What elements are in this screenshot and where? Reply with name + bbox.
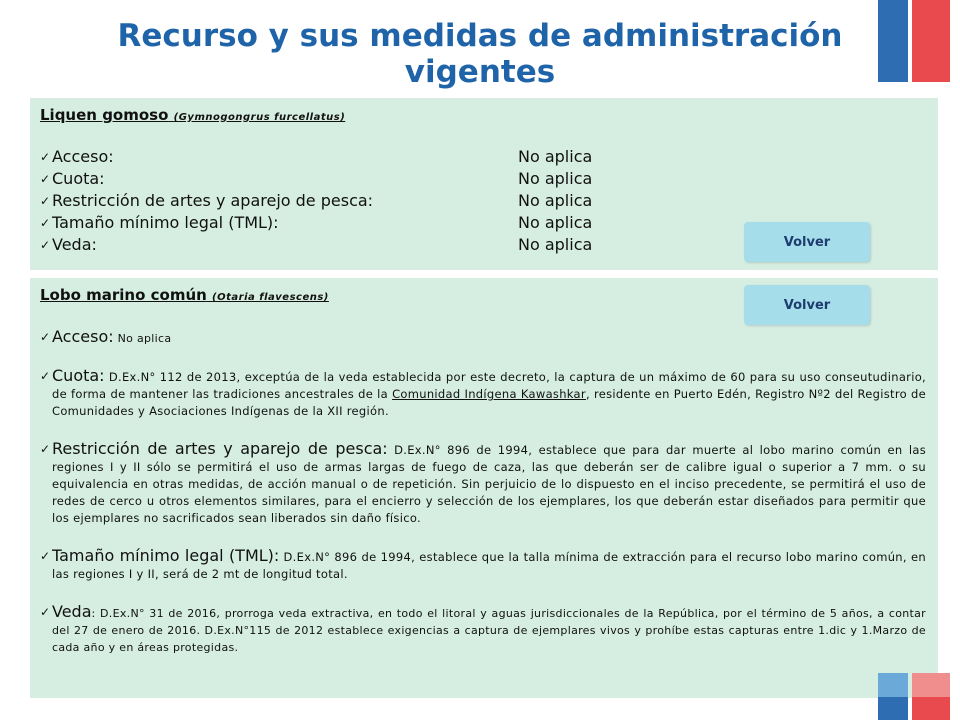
flag-decoration-top <box>878 0 950 82</box>
measures-list <box>40 328 926 656</box>
back-button[interactable]: Volver <box>744 285 870 325</box>
list-item: ✓ Tamaño mínimo legal (TML): No aplica <box>40 213 593 232</box>
page-title: Recurso y sus medidas de administración vigentes <box>117 18 843 90</box>
checkmark-icon: ✓ <box>40 369 51 383</box>
species-panel-lobo-marino <box>30 278 938 698</box>
checkmark-icon: ✓ <box>40 549 51 563</box>
list-item-acceso: ✓ Acceso: No aplica <box>40 327 172 346</box>
common-name: Liquen gomoso <box>40 106 169 124</box>
common-name: Lobo marino común <box>40 286 207 304</box>
list-item: ✓ Cuota: No aplica <box>40 169 593 188</box>
checkmark-icon: ✓ <box>40 238 51 252</box>
scientific-name: (Otaria flavescens) <box>212 292 329 303</box>
checkmark-icon: ✓ <box>40 150 51 164</box>
list-item: ✓ Restricción de artes y aparejo de pesca: No aplica <box>40 191 593 210</box>
checkmark-icon: ✓ <box>40 605 51 619</box>
checkmark-icon: ✓ <box>40 330 51 344</box>
checkmark-icon: ✓ <box>40 442 51 456</box>
flag-decoration-bottom <box>878 673 950 720</box>
checkmark-icon: ✓ <box>40 216 51 230</box>
back-button[interactable]: Volver <box>744 222 870 262</box>
list-item-cuota: ✓ Cuota: D.Ex.N° 112 de 2013, exceptúa de la veda establecida por este decreto, la captura de un máximo de 60 para su uso conseutudinario, de forma de mantener las tradiciones ancestrales de la Comunidad Indígena Kawashkar, residente en Puerto Edén, Registro Nº2 del Registro de Comunidades y Asociaciones Indígenas de la XII región. <box>40 366 927 418</box>
list-item-tml: ✓ Tamaño mínimo legal (TML): D.Ex.N° 896 de 1994, establece que la talla mínima de extracción para el recurso lobo marino común, en las regiones I y II, será de 2 mt de longitud total. <box>40 546 926 581</box>
list-item: ✓ Acceso: No aplica <box>40 147 593 166</box>
scientific-name: (Gymnogongrus furcellatus) <box>173 112 346 123</box>
list-item: ✓ Veda: No aplica <box>40 235 593 254</box>
checkmark-icon: ✓ <box>40 172 51 186</box>
species-title <box>40 106 928 124</box>
community-link[interactable]: Comunidad Indígena Kawashkar <box>392 387 586 401</box>
checkmark-icon: ✓ <box>40 194 51 208</box>
list-item-veda: ✓ Veda: D.Ex.N° 31 de 2016, prorroga veda extractiva, en todo el litoral y aguas jurisdiccionales de la República, por el término de 5 años, a contar del 27 de enero de 2016. D.Ex.N°115 de 2012 establece exigencias a captura de ejemplares vivos y prohíbe estas capturas entre 1.dic y 1.Marzo de cada año y en áreas protegidas. <box>40 602 926 654</box>
list-item-restriccion: ✓ Restricción de artes y aparejo de pesca: D.Ex.N° 896 de 1994, establece que para dar muerte al lobo marino común en las regiones I y II sólo se permitirá el uso de armas largas de fuego de caza, las que deberán ser de calibre igual o superior a 7 mm. o su equivalencia en otras medidas, de acción manual o de repetición. Sin perjuicio de lo dispuesto en el inciso precedente, se permitirá el uso de redes de cerco u otros elementos similares, para el encierro y selección de los ejemplares, los que deberán estar diseñados para permitir que los ejemplares no sacrificados sean liberados sin daño físico. <box>40 439 926 525</box>
